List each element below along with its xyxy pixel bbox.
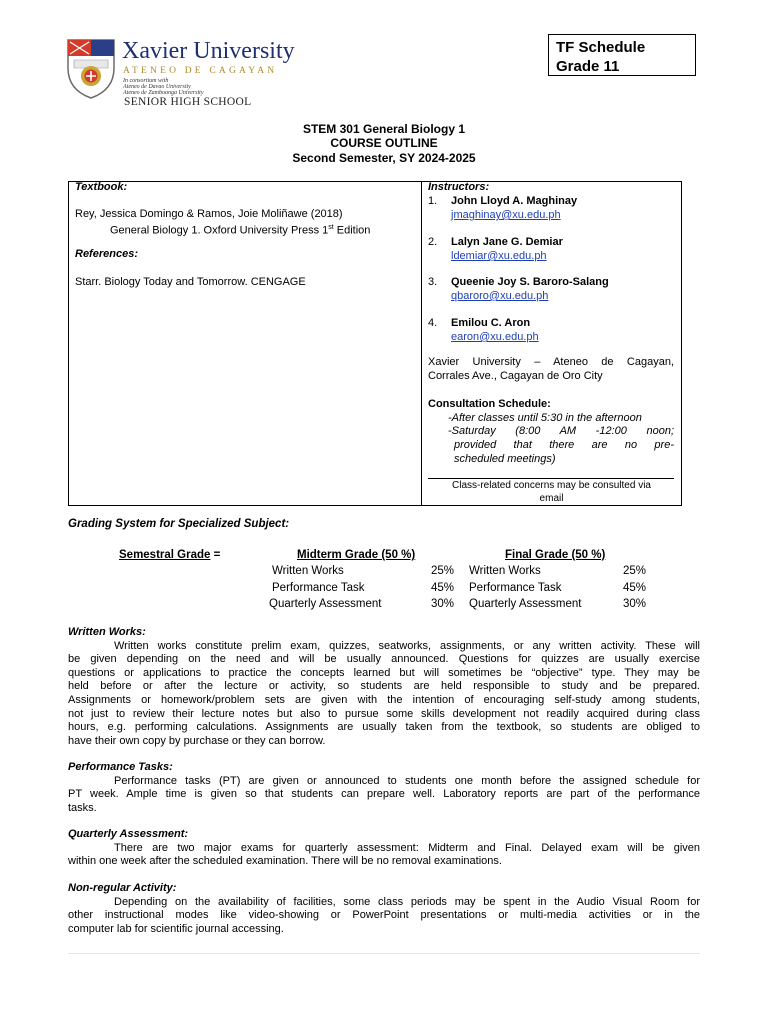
consultation-line: -After classes until 5:30 in the afternoon [448,412,642,424]
section-performance-tasks [68,761,700,815]
midterm-pct: 25% [431,565,455,577]
school-name: SENIOR HIGH SCHOOL [124,96,252,108]
textbook-entry: Rey, Jessica Domingo & Ramos, Joie Moliñawe (2018) [75,208,343,220]
section-heading: Quarterly Assessment: [68,828,189,840]
midterm-pct: 30% [431,598,455,610]
references-label: References: [75,248,138,260]
instructor-name: Lalyn Jane G. Demiar [451,236,563,248]
instructor-name: Queenie Joy S. Baroro-Salang [451,276,609,288]
midterm-item: Written Works [272,565,344,577]
section-line: within one week after the scheduled examination. There will be no removal examinations. [68,855,502,868]
textbook-entry-cont [110,221,370,238]
section-line: held before or after the lecture or activity, so students are held responsible to study and be prepared. [68,680,700,693]
university-subtitle: ATENEO DE CAGAYAN [123,66,278,76]
section-line: Depending on the availability of facilities, some class periods may be spent in the Audio Visual Room for [114,895,700,908]
section-line: not just to review their lecture notes but also to pursue some skills development not readily acquired during class [68,707,700,720]
instructor-email[interactable]: qbaroro@xu.edu.ph [451,290,549,302]
consultation-label: Consultation Schedule: [428,398,551,410]
section-quarterly-assessment [68,828,700,869]
section-line: Written works constitute prelim exam, quizzes, seatworks, assignments, or any written activity. These will [114,639,700,652]
course-title: STEM 301 General Biology 1 [302,122,466,136]
reference-entry: Starr. Biology Today and Tomorrow. CENGAGE [75,276,306,288]
section-line: have their own copy by purchase or they can borrow. [68,734,326,747]
section-line: be given depending on the need and will be usually announced. Questions for quizzes are usually exercise [68,653,700,666]
section-line: PT week. Ample time is given so that students can prepare well. Laboratory reports are part of the performance [68,788,700,801]
section-heading: Written Works: [68,626,146,638]
section-non-regular-activity [68,882,700,936]
final-item: Quarterly Assessment [469,598,582,610]
instructor-name: John Lloyd A. Maghinay [451,195,578,207]
section-line: questions or applications to practice the concepts learned but will sometimes be “objective” type. They may be [68,666,700,679]
consultation-note [421,480,682,505]
university-name: Xavier University [122,38,295,64]
semester: Second Semester, SY 2024-2025 [292,151,476,165]
final-pct: 25% [623,565,647,577]
midterm-item: Quarterly Assessment [269,598,382,610]
address-line: Xavier University – Ateneo de Cagayan, [428,356,674,368]
university-logo [66,36,316,114]
semestral-text: Semestral Grade [119,549,211,561]
section-line: There are two major exams for quarterly assessment: Midterm and Final. Delayed exam will be given [114,841,700,854]
instructors-label: Instructors: [428,181,490,193]
section-heading: Non-regular Activity: [68,882,177,894]
instructor-email[interactable]: earon@xu.edu.ph [451,331,539,343]
final-pct: 45% [623,582,647,594]
textbook-edition: Edition [333,224,371,237]
instructor-email[interactable]: ldemiar@xu.edu.ph [451,250,547,262]
grade-label: Grade 11 [556,58,620,75]
semestral-grade-label [119,549,220,561]
ordinal-suffix: st [328,224,334,231]
university-seal-icon [66,38,116,100]
section-line: Assignments or homework/problem sets are given with the intention of encouraging self-study among students, [68,693,700,706]
section-line: other instructional modes like video-showing or PowerPoint presentations or multi-media activities or in the [68,909,700,922]
final-header: Final Grade (50 %) [505,549,606,561]
section-line: computer lab for scientific journal accessing. [68,922,284,935]
item-number: 2. [428,236,438,248]
section-line: Performance tasks (PT) are given or announced to students one month before the assigned schedule for [114,774,700,787]
consortium-line: Ateneo de Zamboanga University [123,90,204,96]
note-line: email [539,492,564,504]
consortium-line: Ateneo de Davao University [123,84,191,90]
final-item: Performance Task [469,582,562,594]
document-type: COURSE OUTLINE [330,136,438,150]
item-number: 4. [428,317,438,329]
table-divider [421,181,422,506]
consultation-line: provided that there are no pre- [454,439,674,451]
page-divider [68,953,700,954]
section-written-works [68,626,700,748]
textbook-publisher: General Biology 1. Oxford University Press 1 [110,224,329,237]
section-line: hours, e.g. performing calculations. Assignments are usually taken from the textbook, so students are obliged to [68,721,700,734]
schedule-label: TF Schedule [556,39,646,56]
item-number: 3. [428,276,438,288]
consultation-line: scheduled meetings) [454,453,556,465]
final-pct: 30% [623,598,647,610]
textbook-label: Textbook: [75,181,128,193]
note-line: Class-related concerns may be consulted via [452,480,651,491]
midterm-pct: 45% [431,582,455,594]
equals-sign: = [210,549,221,561]
address-line: Corrales Ave., Cagayan de Oro City [428,370,603,382]
grading-heading: Grading System for Specialized Subject: [68,518,290,530]
section-heading: Performance Tasks: [68,761,173,773]
divider [428,478,674,479]
instructor-name: Emilou C. Aron [451,317,531,329]
consortium-line: In consortium with [123,78,169,84]
midterm-header: Midterm Grade (50 %) [297,549,416,561]
section-line: tasks. [68,801,97,814]
item-number: 1. [428,195,438,207]
midterm-item: Performance Task [272,582,365,594]
consultation-line: -Saturday (8:00 AM -12:00 noon; [448,425,674,437]
final-item: Written Works [469,565,541,577]
schedule-box [548,34,696,76]
instructor-email[interactable]: jmaghinay@xu.edu.ph [451,209,561,221]
